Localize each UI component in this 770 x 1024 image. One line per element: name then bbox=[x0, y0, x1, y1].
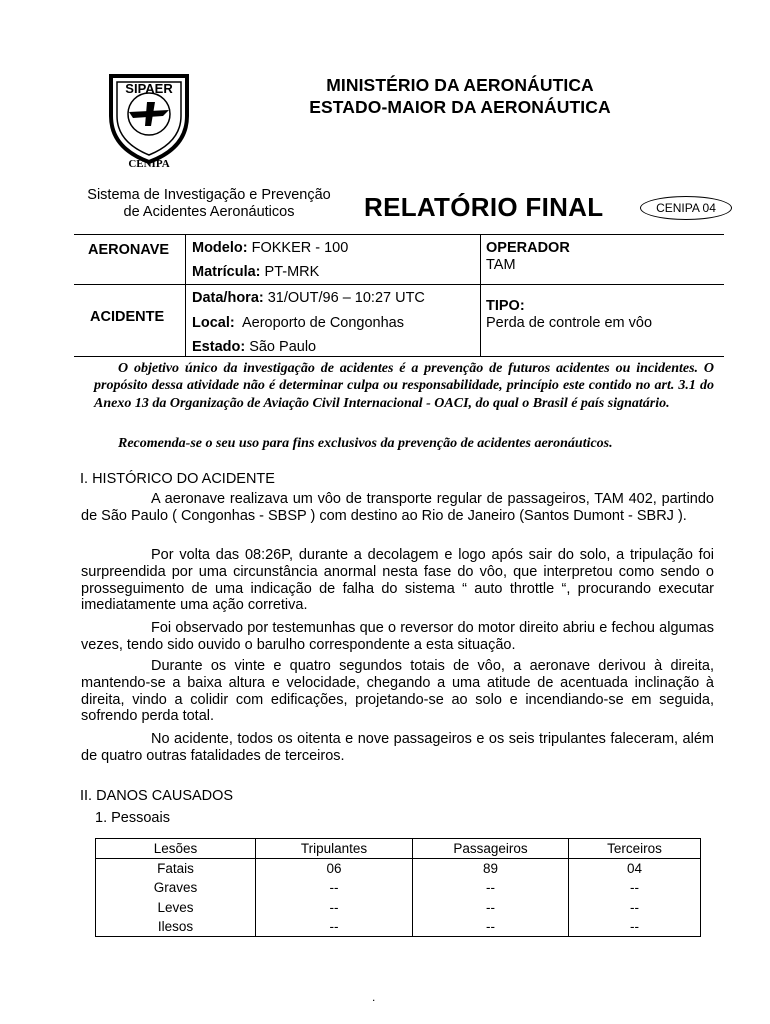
table-cell: -- bbox=[413, 898, 569, 917]
table-cell: 04 bbox=[569, 859, 701, 879]
table-cell: -- bbox=[569, 917, 701, 937]
tipo-label: TIPO: bbox=[486, 298, 525, 314]
datahora-label: Data/hora: bbox=[192, 290, 264, 306]
header-cell: Tripulantes bbox=[256, 839, 413, 859]
ministry-title: MINISTÉRIO DA AERONÁUTICA bbox=[326, 75, 594, 95]
table-cell: 89 bbox=[413, 859, 569, 879]
operador-label: OPERADOR bbox=[486, 240, 570, 256]
header-cell: Terceiros bbox=[569, 839, 701, 859]
operador-value: TAM bbox=[486, 257, 516, 273]
table-cell: Ilesos bbox=[96, 917, 256, 937]
table-cell: -- bbox=[256, 898, 413, 917]
local-value: Aeroporto de Congonhas bbox=[234, 315, 404, 331]
local-field bbox=[192, 315, 404, 331]
local-label: Local: bbox=[192, 315, 235, 331]
info-table-col-divider-1 bbox=[185, 234, 186, 356]
table-cell: 06 bbox=[256, 859, 413, 879]
acidente-label: ACIDENTE bbox=[90, 309, 165, 325]
estado-value: São Paulo bbox=[245, 339, 317, 355]
matricula-label: Matrícula: bbox=[192, 264, 261, 280]
table-cell: -- bbox=[256, 917, 413, 937]
table-cell: -- bbox=[569, 878, 701, 897]
footer-mark: . bbox=[372, 990, 376, 1004]
info-table-mid-border bbox=[74, 284, 724, 285]
table-row bbox=[96, 878, 701, 897]
table-cell: -- bbox=[256, 878, 413, 897]
modelo-field bbox=[192, 240, 348, 256]
estado-label: Estado: bbox=[192, 339, 246, 355]
header-cell: Lesões bbox=[96, 839, 256, 859]
system-name-line1: Sistema de Investigação e Prevenção bbox=[87, 187, 331, 203]
table-row bbox=[96, 898, 701, 917]
table-cell: -- bbox=[413, 917, 569, 937]
investigation-notice: O objetivo único da investigação de acidentes é a prevenção de futuros acidentes ou incidentes. O propósito dessa atividade não é determinar culpa ou responsabilidade, princípio este contido no art. 3.1 do Anexo 13 da Organização de Aviação Civil Internacional - OACI, do qual o Brasil é país signatário. bbox=[94, 361, 714, 411]
info-table-col-divider-2 bbox=[480, 234, 481, 356]
matricula-field bbox=[192, 264, 319, 280]
table-cell: -- bbox=[569, 898, 701, 917]
system-name bbox=[74, 187, 344, 221]
historico-paragraph: Foi observado por testemunhas que o reversor do motor direito abriu e fechou algumas vezes, tendo sido ouvido o barulho correspondente a esta situação. bbox=[81, 620, 714, 653]
usage-recommendation: Recomenda-se o seu uso para fins exclusivos da prevenção de acidentes aeronáuticos. bbox=[118, 436, 613, 451]
aeronave-label: AERONAVE bbox=[88, 242, 170, 258]
table-cell: Graves bbox=[96, 878, 256, 897]
injuries-table bbox=[95, 838, 701, 937]
datahora-field bbox=[192, 290, 425, 306]
svg-text:SIPAER: SIPAER bbox=[125, 81, 173, 96]
table-cell: -- bbox=[413, 878, 569, 897]
staff-title: ESTADO-MAIOR DA AERONÁUTICA bbox=[309, 97, 611, 117]
historico-paragraph: No acidente, todos os oitenta e nove passageiros e os seis tripulantes faleceram, além de quatro outras fatalidades de terceiros. bbox=[81, 731, 714, 764]
table-cell: Leves bbox=[96, 898, 256, 917]
historico-paragraph: A aeronave realizava um vôo de transporte regular de passageiros, TAM 402, partindo de São Paulo ( Congonhas - SBSP ) com destino ao Rio de Janeiro (Santos Dumont - SBRJ ). bbox=[81, 491, 714, 524]
matricula-value: PT-MRK bbox=[260, 264, 320, 280]
historico-heading: I. HISTÓRICO DO ACIDENTE bbox=[80, 471, 275, 487]
table-header-row bbox=[96, 839, 701, 859]
datahora-value: 31/OUT/96 – 10:27 UTC bbox=[263, 290, 425, 306]
modelo-label: Modelo: bbox=[192, 240, 248, 256]
header-cell: Passageiros bbox=[413, 839, 569, 859]
historico-paragraph: Por volta das 08:26P, durante a decolagem e logo após sair do solo, a tripulação foi surpreendida por uma circunstância anormal nesta fase do vôo, que interpretou como sendo o prosseguimento de uma indicação de falha do sistema “ auto throttle “, procurando executar imediatamente uma ação corretiva. bbox=[81, 547, 714, 614]
info-table-top-border bbox=[74, 234, 724, 235]
sipaer-logo bbox=[103, 66, 195, 170]
system-name-line2: de Acidentes Aeronáuticos bbox=[123, 204, 295, 220]
danos-pessoais-subheading: 1. Pessoais bbox=[95, 810, 170, 826]
estado-field bbox=[192, 339, 316, 355]
info-table-bottom-border bbox=[74, 356, 724, 357]
modelo-value: FOKKER - 100 bbox=[247, 240, 349, 256]
cenipa-badge: CENIPA 04 bbox=[640, 196, 732, 220]
svg-text:CENIPA: CENIPA bbox=[128, 158, 170, 170]
danos-heading: II. DANOS CAUSADOS bbox=[80, 788, 234, 804]
table-row bbox=[96, 859, 701, 879]
table-row bbox=[96, 917, 701, 937]
table-cell: Fatais bbox=[96, 859, 256, 879]
report-title: RELATÓRIO FINAL bbox=[364, 192, 604, 222]
tipo-value: Perda de controle em vôo bbox=[486, 315, 653, 331]
historico-paragraph: Durante os vinte e quatro segundos totais de vôo, a aeronave derivou à direita, mantendo-se a baixa altura e velocidade, chegando a uma atitude de acentuada inclinação à direita, vindo a colidir com edificações, projetando-se ao solo e incendiando-se em seguida, sofrendo perda total. bbox=[81, 658, 714, 725]
